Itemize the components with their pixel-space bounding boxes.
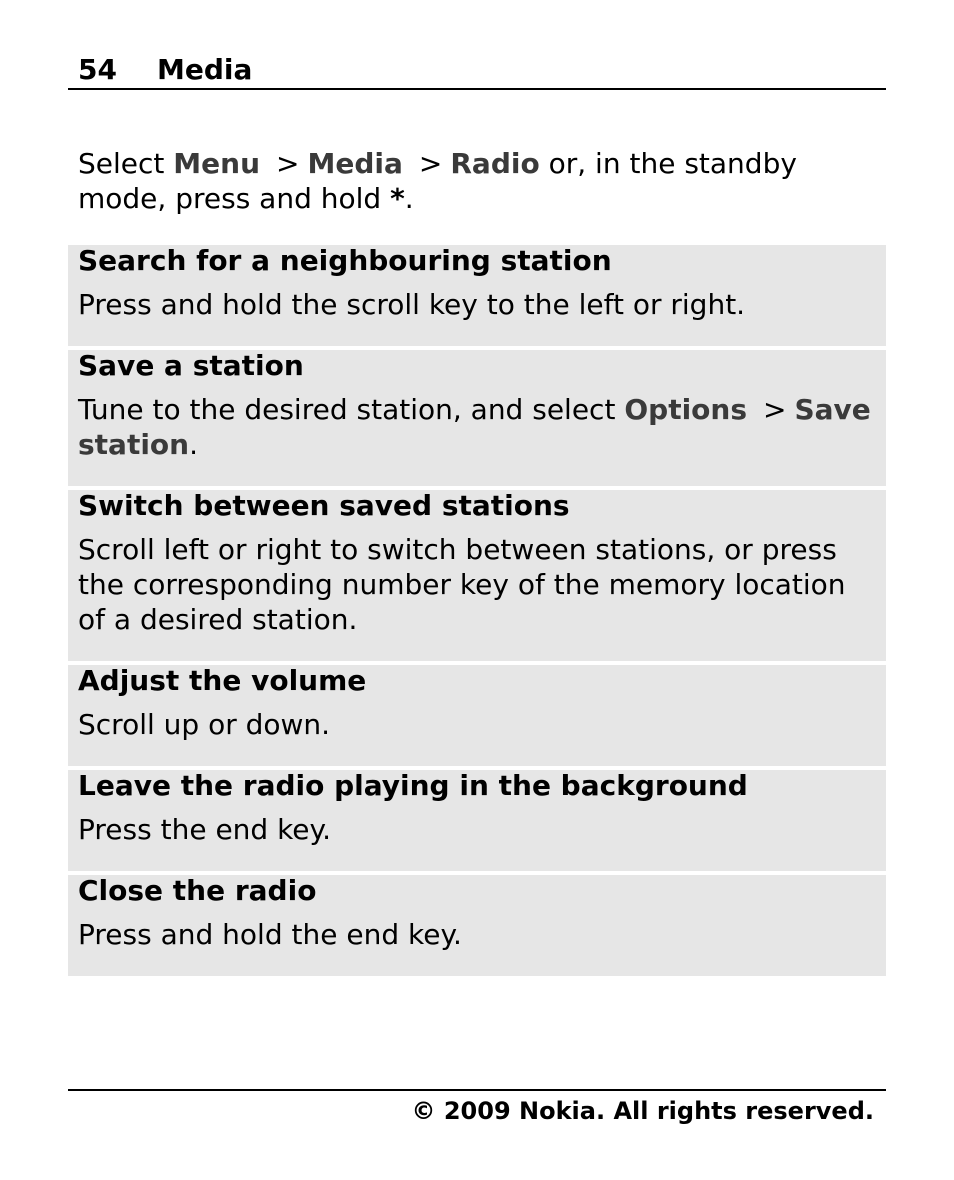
section-title: Media xyxy=(157,53,253,86)
media-label: Media xyxy=(307,147,403,180)
task-box-search xyxy=(68,245,886,346)
intro-rest-text: or, in the standby mode, press and hold xyxy=(78,147,797,215)
task-box-background xyxy=(68,770,886,871)
menu-separator: > xyxy=(763,393,787,426)
task-title: Adjust the volume xyxy=(78,664,367,697)
task-body-prefix: Tune to the desired station, and select xyxy=(78,393,616,426)
task-title: Switch between saved stations xyxy=(78,489,570,522)
task-box-switch xyxy=(68,490,886,661)
task-body-suffix: . xyxy=(189,428,199,461)
menu-separator: > xyxy=(276,147,300,180)
copyright-footer: © 2009 Nokia. All rights reserved. xyxy=(411,1097,874,1125)
intro-period: . xyxy=(404,182,414,215)
task-title: Search for a neighbouring station xyxy=(78,244,612,277)
task-box-volume xyxy=(68,665,886,766)
intro-select-text: Select xyxy=(78,147,165,180)
task-box-close xyxy=(68,875,886,976)
task-body: Press the end key. xyxy=(78,813,332,846)
menu-separator: > xyxy=(418,147,443,180)
task-title: Leave the radio playing in the background xyxy=(78,769,748,802)
save-station-label: Save station xyxy=(78,393,871,461)
radio-label: Radio xyxy=(450,147,540,180)
intro-paragraph xyxy=(78,146,878,216)
task-body: Press and hold the scroll key to the left or right. xyxy=(78,288,746,321)
task-title: Save a station xyxy=(78,349,304,382)
task-body: Press and hold the end key. xyxy=(78,918,462,951)
task-body: Scroll left or right to switch between stations, or press the corresponding number key of the memory location of a desired station. xyxy=(78,533,846,636)
task-body xyxy=(78,392,876,462)
page-number: 54 xyxy=(78,53,117,86)
menu-label: Menu xyxy=(173,147,261,180)
task-body: Scroll up or down. xyxy=(78,708,331,741)
footer-rule xyxy=(68,1089,886,1091)
task-title: Close the radio xyxy=(78,874,317,907)
task-box-save xyxy=(68,350,886,486)
options-label: Options xyxy=(624,393,748,426)
page-header xyxy=(68,50,886,90)
star-key: * xyxy=(390,182,405,215)
